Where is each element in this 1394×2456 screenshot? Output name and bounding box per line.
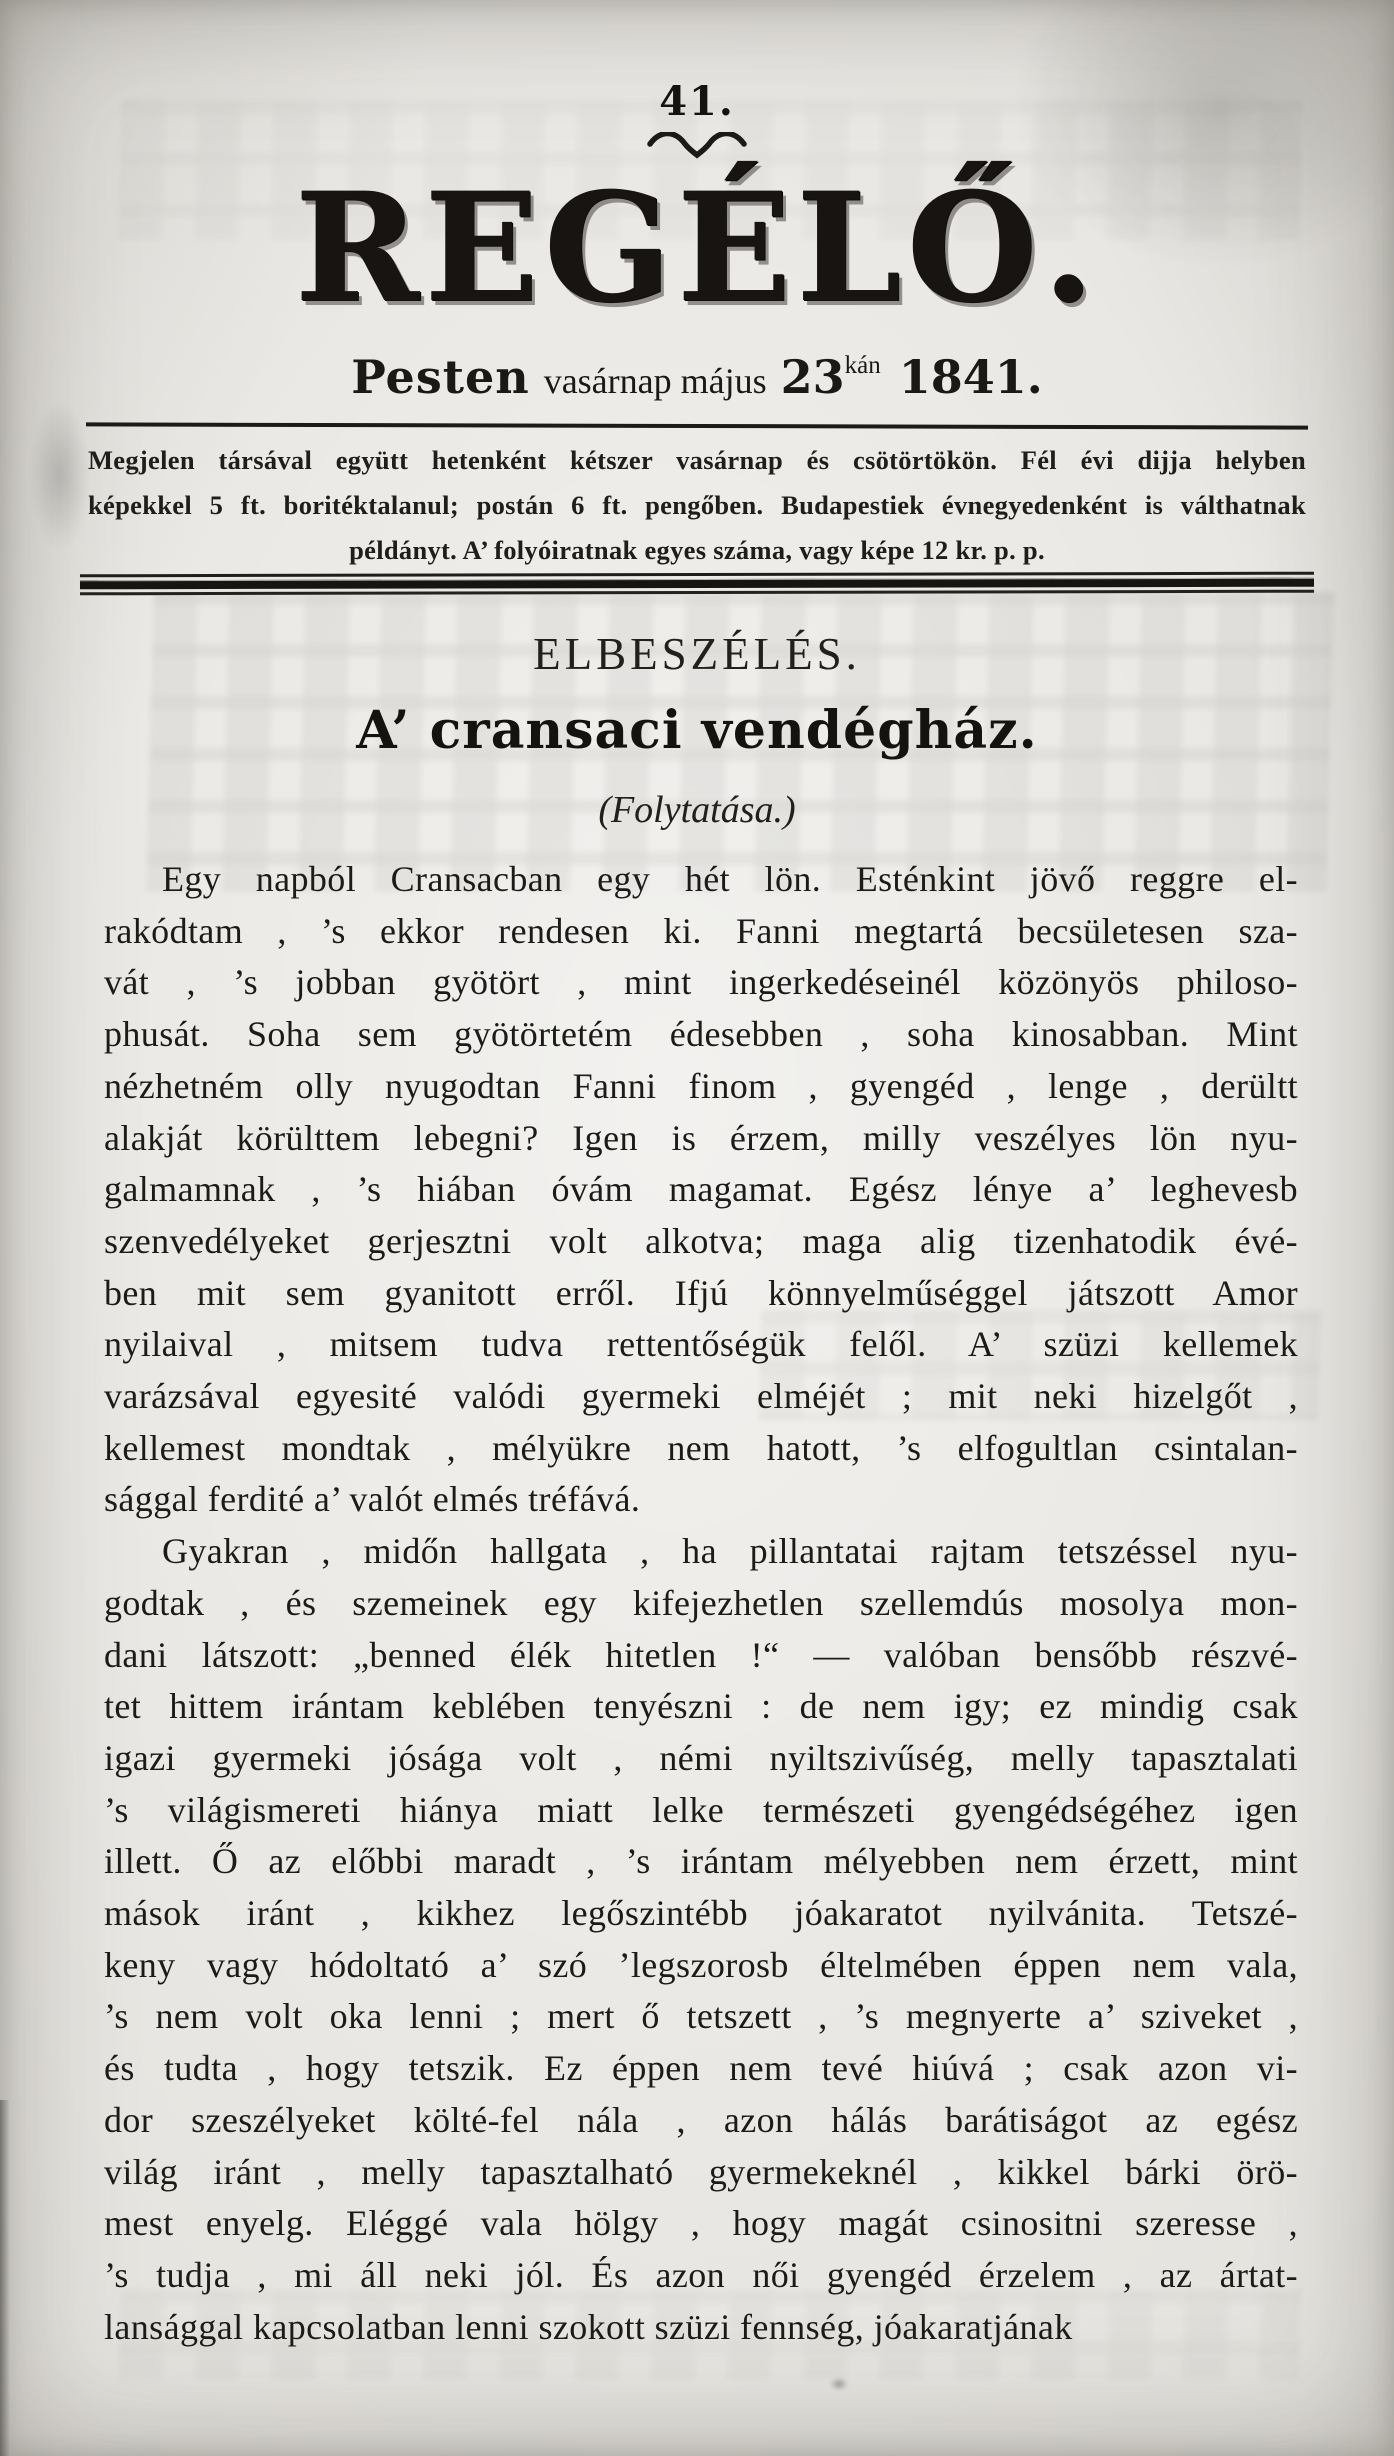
body-line: dani látszott: „benned élék hitetlen !“ — valóban bensőbb részvé-	[104, 1634, 1298, 1675]
body-line: mások iránt , kikhez legőszintébb jóakaratot nyilvánita. Tetszé-	[104, 1893, 1298, 1934]
dateline-day: 23	[780, 350, 845, 404]
body-line: kellemest mondtak , mélyükre nem hatott, ’s elfogultlan csintalan-	[104, 1427, 1298, 1468]
body-line: sággal ferdité a’ valót elmés tréfává.	[104, 1479, 641, 1520]
body-line: galmamnak , ’s hiában óvám magamat. Egész lénye a’ leghevesb	[104, 1169, 1298, 1210]
body-line: illett. Ő az előbbi maradt , ’s irántam mélyebben nem érzett, mint	[104, 1841, 1298, 1882]
dateline-city: Pesten	[351, 350, 530, 404]
body-line: lansággal kapcsolatban lenni szokott szüzi fennség, jóakaratjának	[104, 2306, 1073, 2347]
issue-number: 41.	[659, 78, 735, 125]
body-line: vát , ’s jobban gyötört , mint ingerkedéseinél közönyös philoso-	[104, 962, 1298, 1003]
scan-speck	[830, 2378, 848, 2390]
body-line: Gyakran , midőn hallgata , ha pillantatai rajtam tetszéssel nyu-	[162, 1531, 1298, 1572]
body-line: alakját körülttem lebegni? Igen is érzem, milly veszélyes lön nyu-	[104, 1117, 1298, 1158]
imprint-line: példányt. A’ folyóiratnak egyes száma, vagy képe 12 kr. p. p.	[349, 535, 1045, 565]
body-line: ’s nem volt oka lenni ; mert ő tetszett , ’s megnyerte a’ sziveket ,	[104, 1996, 1298, 2037]
squiggle-icon	[647, 132, 747, 162]
body-line: ’s világismereti hiánya miatt lelke természeti gyengédségéhez igen	[104, 1789, 1298, 1830]
body-line: tet hittem irántam keblében tenyészni : de nem igy; ez mindig csak	[104, 1686, 1298, 1727]
horizontal-rule-thin	[86, 422, 1308, 429]
body-line: világ iránt , melly tapasztalható gyermekeknél , kikkel bárki örö-	[104, 2151, 1298, 2192]
section-heading: ELBESZÉLÉS.	[533, 629, 861, 679]
dateline-day-suffix: kán	[844, 352, 881, 379]
body-line: ’s tudja , mi áll neki jól. És azon női gyengéd érzelem , az ártat-	[104, 2254, 1298, 2295]
body-line: és tudta , hogy tetszik. Ez éppen nem tevé hiúvá ; csak azon vi-	[104, 2048, 1298, 2089]
body-line: rakódtam , ’s ekkor rendesen ki. Fanni megtartá becsületesen sza-	[104, 910, 1298, 951]
masthead-title: REGÉLŐ.	[294, 160, 1100, 336]
body-line: mest enyelg. Eléggé vala hölgy , hogy magát csinositni szeresse ,	[104, 2203, 1298, 2244]
body-line: nézhetném olly nyugodtan Fanni finom , gyengéd , lenge , derültt	[104, 1065, 1298, 1106]
body-line: keny vagy hódoltató a’ szó ’legszorosb éltelmében éppen nem vala,	[104, 1944, 1298, 1985]
imprint-line: képekkel 5 ft. boritéktalanul; postán 6 ft. pengőben. Budapestiek évnegyedenként is válthatnak	[88, 490, 1306, 520]
scan-edge-shadow	[0, 2100, 10, 2456]
body-line: dor szeszélyeket költé-fel nála , azon hálás barátiságot az egész	[104, 2099, 1298, 2140]
horizontal-rule-thick	[80, 572, 1314, 596]
imprint-line: Megjelen társával együtt hetenként kétszer vasárnap és csötörtökön. Fél évi dijja helyben	[88, 445, 1306, 475]
dateline	[0, 350, 1394, 404]
scan-smudge	[30, 400, 90, 550]
body-line: Egy napból Cransacban egy hét lön. Esténkint jövő reggre el-	[162, 859, 1298, 899]
body-line: godtak , és szemeinek egy kifejezhetlen szellemdús mosolya mon-	[104, 1582, 1298, 1623]
body-line: varázsával egyesité valódi gyermeki elméjét ; mit neki hizelgőt ,	[104, 1376, 1298, 1417]
story-body	[104, 854, 1298, 2353]
story-title: A’ cransaci vendégház.	[356, 700, 1038, 761]
body-line: szenvedélyeket gerjesztni volt alkotva; maga alig tizenhatodik évé-	[104, 1220, 1298, 1261]
dateline-weekday-month: vasárnap május	[543, 361, 767, 401]
body-line: nyilaival , mitsem tudva rettentőségük felől. A’ szüzi kellemek	[104, 1324, 1298, 1365]
body-line: ben mit sem gyanitott erről. Ifjú könnyelműséggel játszott Amor	[104, 1272, 1298, 1313]
body-line: phusát. Soha sem gyötörtetém édesebben , soha kinosabban. Mint	[104, 1014, 1298, 1055]
dateline-year: 1841.	[898, 350, 1043, 404]
continuation-note: (Folytatása.)	[598, 789, 796, 831]
body-line: igazi gyermeki jósága volt , némi nyiltszivűség, melly tapasztalati	[104, 1737, 1298, 1778]
imprint-notice	[88, 438, 1306, 573]
